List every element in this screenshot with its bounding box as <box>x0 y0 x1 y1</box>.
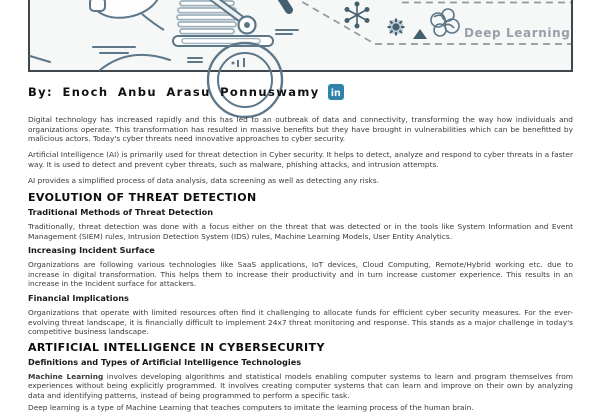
author-byline: By: Enoch Anbu Arasu Ponnuswamy <box>28 84 320 99</box>
paragraph-incident-surface: Organizations are following various technologies like SaaS applications, IoT devices, Cloud Computing, Remote/Hybrid working etc. due to increase in digital transformation. This helps them to increase their productivity and in turn increase customer experience. This results in an increase in the Incident surface for attackers. <box>28 260 573 289</box>
paragraph-traditional-methods: Traditionally, threat detection was done with a focus either on the threat that was detected or in the tools like System Information and Event Management (SIEM) rules, Intrusion Detection System (IDS) rules, Machine Learning Models, User Entity Analytics. <box>28 222 573 241</box>
robot-wheel <box>208 43 282 117</box>
subheading-definitions: Definitions and Types of Artificial Intelligence Technologies <box>28 356 302 367</box>
intro-paragraph-1: Digital technology has increased rapidly and this has led to an outbreak of data and connectivity, transforming the way how individuals and organizations operate. This transformation has resulted in massive benefits but they have brought in vulnerabilities which can be benefitted by malicious actors. Today's cyber threats need innovative approaches to cyber security. <box>28 115 573 144</box>
hero-caption: Deep Learning <box>464 26 571 40</box>
paragraph-financial-implications: Organizations that operate with limited resources often find it challenging to allocate funds for efficient cyber security measures. For the ever-evolving threat landscape, it is financially difficult to implement 24x7 threat monitoring and response. This stands as a major challenge in today's competitive business landscape. <box>28 308 573 337</box>
subheading-incident-surface: Increasing Incident Surface <box>28 245 155 256</box>
subheading-traditional-methods: Traditional Methods of Threat Detection <box>28 207 214 218</box>
molecule-icon <box>345 2 368 27</box>
byline <box>28 83 572 100</box>
machine-learning-text: involves developing algorithms and statistical models enabling computer systems to learn and program themselves from experiences without being explicitly programmed. It involves creating computer systems that can learn and improve on their own by analyzing data and identifying patterns, instead of being programmed to perform a specific task. <box>28 371 573 400</box>
subheading-financial-implications: Financial Implications <box>28 293 129 304</box>
brain-icon <box>431 9 459 36</box>
paragraph-deep-learning-truncated: Deep learning is a type of Machine Learning that teaches computers to imitate the learning process of the human brain. <box>28 402 474 412</box>
node-icon <box>388 19 405 36</box>
linkedin-icon[interactable]: in <box>328 84 344 100</box>
section-heading-ai-cybersecurity: ARTIFICIAL INTELLIGENCE IN CYBERSECURITY <box>28 340 325 354</box>
hero-illustration <box>28 0 573 72</box>
ai-robot-illustration <box>30 0 571 70</box>
intro-paragraph-2: Artificial Intelligence (AI) is primarily used for threat detection in Cyber security. It helps to detect, analyze and respond to cyber threats in a faster way. It is used to detect and prevent cyber threats, such as malware, phishing attacks, and intrusion attempts. <box>28 150 573 169</box>
intro-paragraph-3: AI provides a simplified process of data analysis, data screening as well as detecting any risks. <box>28 175 380 185</box>
robot-head <box>88 0 164 30</box>
section-heading-evolution: EVOLUTION OF THREAT DETECTION <box>28 191 257 205</box>
triangle-icon <box>413 29 427 39</box>
paragraph-machine-learning <box>28 372 573 401</box>
machine-learning-term: Machine Learning <box>28 371 104 381</box>
article-body <box>28 115 573 412</box>
